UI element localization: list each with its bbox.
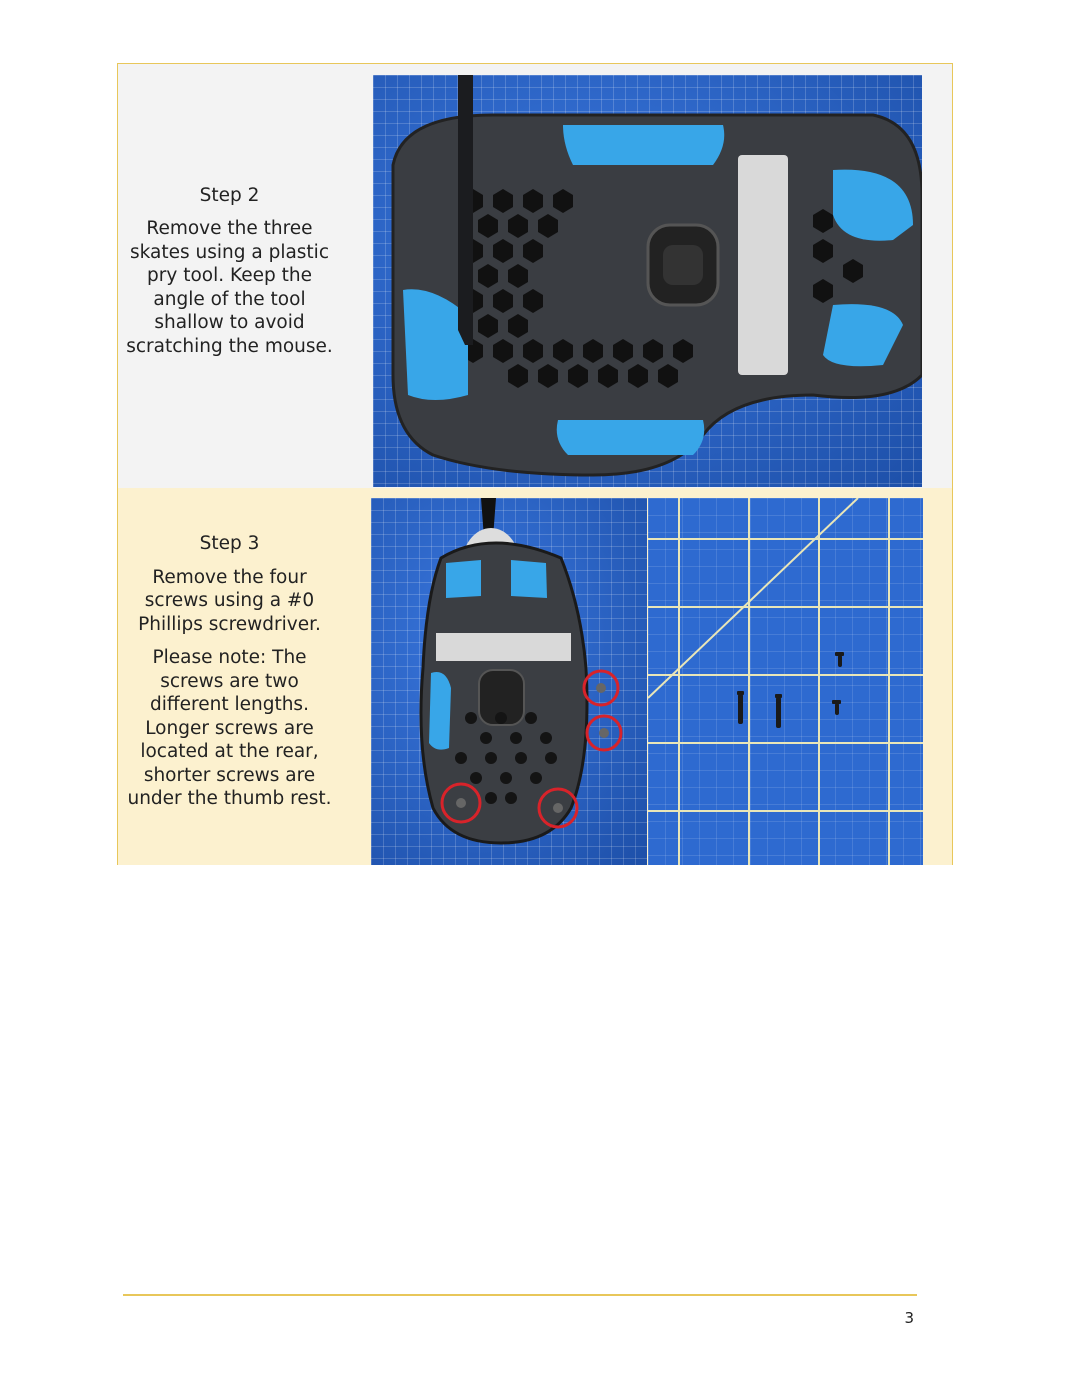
step-2-photo-mouse-underside <box>373 75 922 487</box>
step-3-photo-screw-locations <box>371 498 647 865</box>
screw-icons <box>737 652 844 728</box>
step-3-title: Step 3 <box>199 533 260 555</box>
footer-rule <box>123 1294 917 1296</box>
step-3-photo-removed-screws <box>648 498 923 865</box>
step-2-title: Step 2 <box>199 184 260 206</box>
step-2-text <box>118 64 341 488</box>
steps-table <box>117 63 953 865</box>
step-3-note: Please note: The screws are two different lengths. Longer screws are located at the rear, shorter screws are under the thumb rest. <box>127 647 332 810</box>
removed-screws-illustration <box>648 498 923 865</box>
step-3-row <box>118 488 952 865</box>
step-2-instructions: Remove the three skates using a plastic pry tool. Keep the angle of the tool shallow to avoid scratching the mouse. <box>126 218 333 357</box>
page-number: 3 <box>904 1309 914 1327</box>
step-2-row <box>118 64 952 489</box>
mouse-underside-illustration <box>373 75 922 487</box>
step-3-text <box>118 488 341 865</box>
screw-locations-illustration <box>371 498 647 865</box>
step-3-instructions: Remove the four screws using a #0 Phillips screwdriver. <box>138 566 321 635</box>
